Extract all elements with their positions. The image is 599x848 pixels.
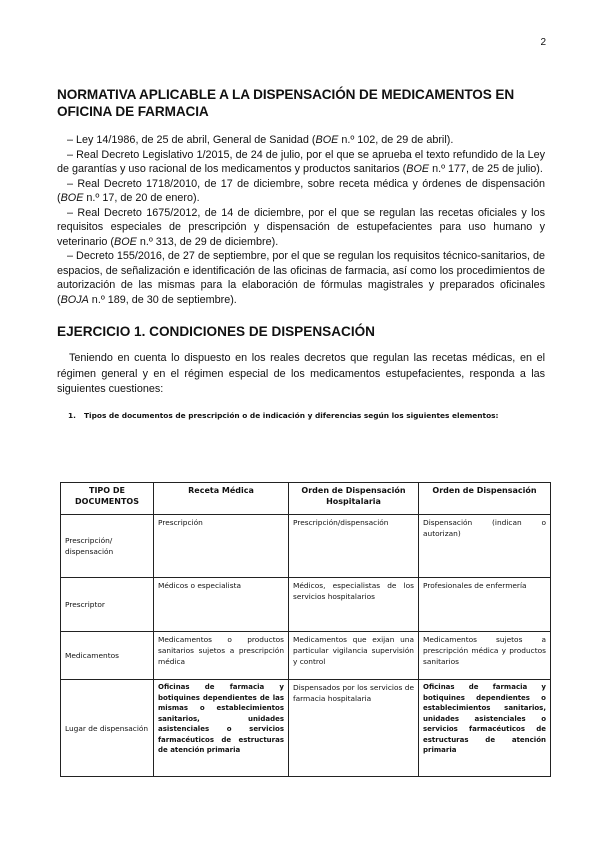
document-body xyxy=(57,86,545,420)
table-cell: Oficinas de farmacia y botiquines dependientes o establecimientos sanitarios, unidades asistenciales o servicios farmacéuticos de estructuras de atención primaria xyxy=(419,680,551,777)
law-item: – Real Decreto 1675/2012, de 14 de diciembre, por el que se regulan las recetas oficiales y los requisitos especiales de prescripción y dispensación de estupefacientes para uso humano y veterinario (BOE n.º 313, de 29 de diciembre). xyxy=(57,206,545,248)
table-cell: Profesionales de enfermería xyxy=(419,578,551,632)
table-row xyxy=(61,632,551,680)
row-label: Prescripción/ dispensación xyxy=(61,515,154,578)
documents-table xyxy=(60,482,551,777)
row-label: Lugar de dispensación xyxy=(61,680,154,777)
law-item: – Real Decreto Legislativo 1/2015, de 24 de julio, por el que se aprueba el texto refundido de la Ley de garantías y uso racional de los medicamentos y productos sanitarios (BOE n.º 177, de 25 de julio). xyxy=(57,148,545,175)
table-cell: Médicos, especialistas de los servicios hospitalarios xyxy=(289,578,419,632)
table-cell: Medicamentos que exijan una particular vigilancia supervisión y control xyxy=(289,632,419,680)
row-label: Prescriptor xyxy=(61,578,154,632)
page-number: 2 xyxy=(540,37,546,48)
law-list xyxy=(57,133,545,307)
table-cell: Dispensación (indican o autorizan) xyxy=(419,515,551,578)
table-cell: Prescripción xyxy=(154,515,289,578)
question-1 xyxy=(68,411,545,420)
law-item: – Ley 14/1986, de 25 de abril, General de Sanidad (BOE n.º 102, de 29 de abril). xyxy=(67,134,454,146)
exercise-intro: Teniendo en cuenta lo dispuesto en los reales decretos que regulan las recetas médicas, en el régimen general y en el régimen especial de los medicamentos estupefacientes, responda a las siguientes cuestiones: xyxy=(57,352,545,395)
table-header: Orden de Dispensación Hospitalaria xyxy=(289,483,419,515)
table-row xyxy=(61,680,551,777)
table-cell: Medicamentos o productos sanitarios sujetos a prescripción médica xyxy=(154,632,289,680)
exercise-heading: EJERCICIO 1. CONDICIONES DE DISPENSACIÓN xyxy=(57,324,375,339)
table-header: Orden de Dispensación xyxy=(419,483,551,515)
row-label: Medicamentos xyxy=(61,632,154,680)
table-header: TIPO DE DOCUMENTOS xyxy=(61,483,154,515)
table-cell: Oficinas de farmacia y botiquines dependientes de las mismas o establecimientos sanitarios, unidades asistenciales o servicios farmacéuticos de estructuras de atención primaria xyxy=(154,680,289,777)
table-row xyxy=(61,578,551,632)
law-item: – Real Decreto 1718/2010, de 17 de diciembre, sobre receta médica y órdenes de dispensación (BOE n.º 17, de 20 de enero). xyxy=(57,177,545,204)
table-cell: Medicamentos sujetos a prescripción médica y productos sanitarios xyxy=(419,632,551,680)
question-number: 1. xyxy=(68,410,76,420)
table-cell: Dispensados por los servicios de farmacia hospitalaria xyxy=(289,680,419,777)
table-header-row xyxy=(61,483,551,515)
question-text: Tipos de documentos de prescripción o de indicación y diferencias según los siguientes elementos: xyxy=(84,410,499,420)
table-header: Receta Médica xyxy=(154,483,289,515)
law-item: – Decreto 155/2016, de 27 de septiembre, por el que se regulan los requisitos técnico-sanitarios, de espacios, de señalización e identificación de las oficinas de farmacia, así como los procedimientos de autorización de las mismas para la elaboración de fórmulas magistrales y preparados oficinales (BOJA n.º 189, de 30 de septiembre). xyxy=(57,250,545,306)
table-cell: Prescripción/dispensación xyxy=(289,515,419,578)
table-cell: Médicos o especialista xyxy=(154,578,289,632)
table-row xyxy=(61,515,551,578)
section-heading-normativa: NORMATIVA APLICABLE A LA DISPENSACIÓN DE MEDICAMENTOS EN OFICINA DE FARMACIA xyxy=(57,87,515,119)
